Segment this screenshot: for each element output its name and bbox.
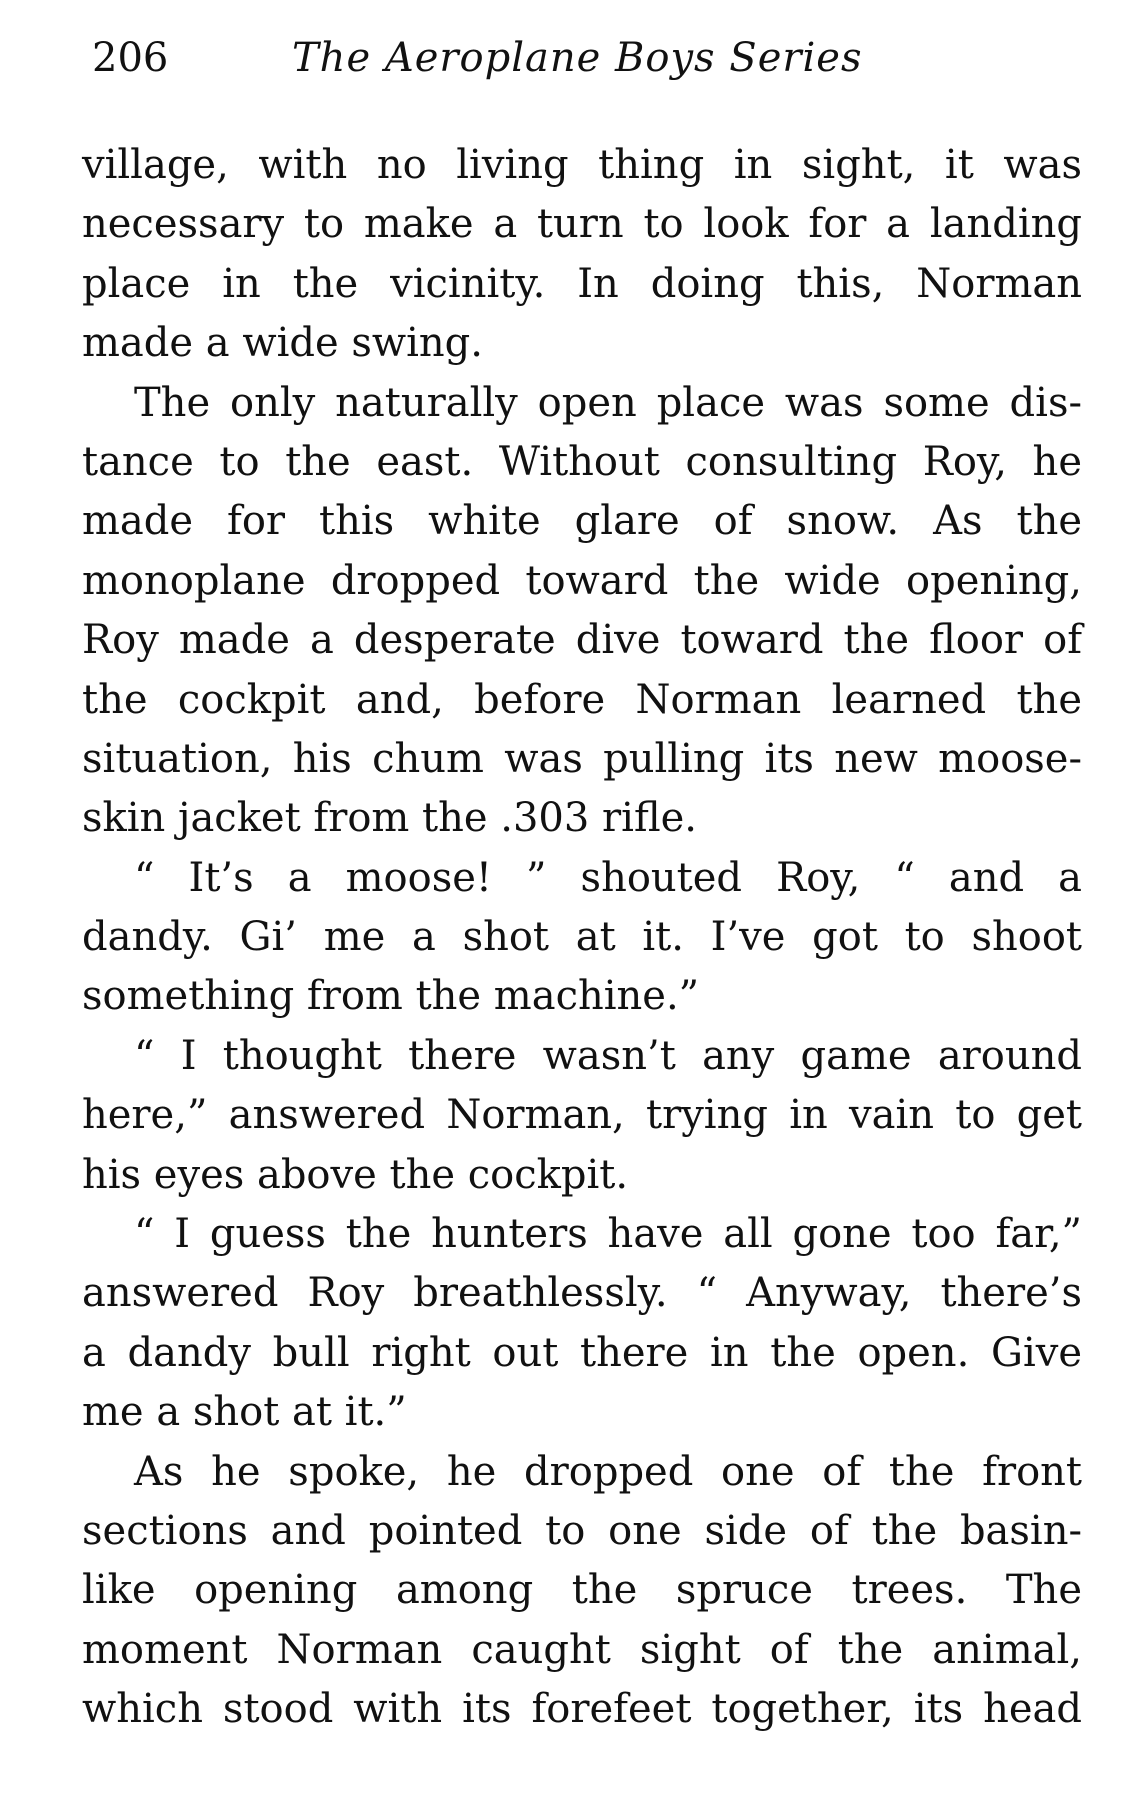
page-header (92, 28, 1082, 88)
text-line: a dandy bull right out there in the open. Give (82, 1329, 1082, 1376)
text-line: here,” answered Norman, trying in vain to get (82, 1092, 1082, 1139)
text-line: place in the vicinity. In doing this, Norman (82, 260, 1082, 307)
text-line: made for this white glare of snow. As the (82, 498, 1082, 545)
text-line: monoplane dropped toward the wide opening, (82, 557, 1082, 604)
text-line: As he spoke, he dropped one of the front (134, 1448, 1082, 1495)
text-line: answered Roy breathlessly. “ Anyway, there’s (82, 1270, 1082, 1317)
text-line: something from the machine.” (82, 973, 700, 1020)
text-line: like opening among the spruce trees. The (82, 1567, 1082, 1614)
text-line: necessary to make a turn to look for a landing (82, 201, 1082, 248)
text-line: situation, his chum was pulling its new moose- (82, 735, 1082, 782)
page-number: 206 (92, 35, 169, 81)
body-text (82, 136, 1082, 1740)
text-line: sections and pointed to one side of the basin- (82, 1507, 1082, 1554)
text-line: which stood with its forefeet together, its head (82, 1686, 1082, 1733)
text-line: moment Norman caught sight of the animal, (82, 1626, 1082, 1673)
running-head: The Aeroplane Boys Series (292, 35, 863, 81)
text-line: me a shot at it.” (82, 1389, 407, 1436)
text-line: Roy made a desperate dive toward the floor of (82, 617, 1082, 664)
text-line: made a wide swing. (82, 320, 483, 367)
text-line: tance to the east. Without consulting Roy, he (82, 438, 1082, 485)
text-line: the cockpit and, before Norman learned the (82, 676, 1082, 723)
text-line: skin jacket from the .303 rifle. (82, 795, 698, 842)
text-line: “ It’s a moose! ” shouted Roy, “ and a (134, 854, 1082, 901)
text-line: dandy. Gi’ me a shot at it. I’ve got to shoot (82, 914, 1082, 961)
text-line: “ I thought there wasn’t any game around (134, 1032, 1082, 1079)
text-line: his eyes above the cockpit. (82, 1151, 629, 1198)
text-line: village, with no living thing in sight, it was (82, 142, 1082, 188)
text-line: The only naturally open place was some dis- (134, 379, 1082, 426)
text-line: “ I guess the hunters have all gone too far,” (134, 1211, 1082, 1258)
